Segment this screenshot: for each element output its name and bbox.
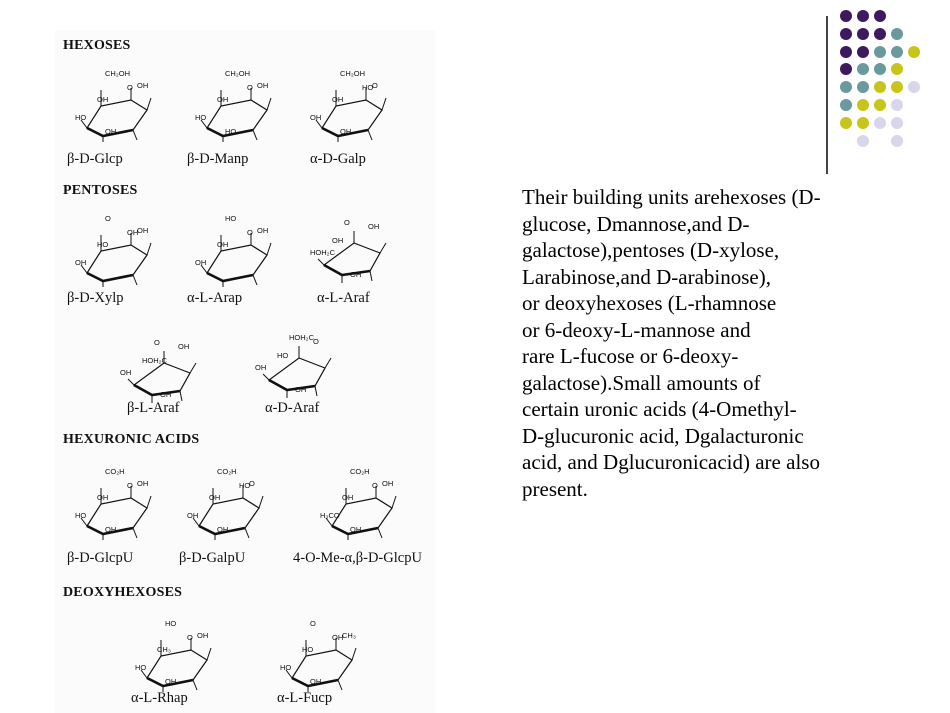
ring-front-edge xyxy=(269,380,315,390)
bond-line xyxy=(263,374,269,380)
atom-label: OH xyxy=(120,368,132,377)
ring-front-edge xyxy=(87,273,133,281)
molecule-structure xyxy=(195,70,279,142)
description-line: certain uronic acids (4-Omethyl- xyxy=(522,397,797,421)
atom-label: HOH₂C xyxy=(310,248,335,257)
atom-label: OH xyxy=(368,222,380,231)
molecule-caption: α-L-Rhap xyxy=(131,690,188,706)
bond-line xyxy=(267,98,271,110)
molecule-caption: α-L-Fucp xyxy=(277,690,333,706)
bond-line xyxy=(147,98,151,110)
vertical-divider xyxy=(826,16,828,174)
bond-line xyxy=(253,275,257,285)
bond-line xyxy=(380,243,386,253)
bond-line xyxy=(392,496,396,508)
ring-outline xyxy=(292,650,352,686)
molecule-caption: α-L-Arap xyxy=(187,290,243,306)
atom-label: CH₂OH xyxy=(340,69,365,78)
bond-line xyxy=(180,391,182,401)
atom-label: OH xyxy=(195,258,207,267)
atom-label: HO xyxy=(280,663,292,672)
ring-outline xyxy=(87,100,147,136)
decorative-dot xyxy=(840,81,852,93)
atom-label: OH xyxy=(332,95,344,104)
atom-label: O xyxy=(344,218,350,227)
decorative-dot xyxy=(891,135,903,147)
atom-label: OH xyxy=(217,525,229,534)
atom-label: OH xyxy=(310,113,322,122)
ring-front-edge xyxy=(324,265,370,275)
atom-label: OH xyxy=(217,95,229,104)
atom-label: CO₂H xyxy=(350,467,370,476)
atom-label: CH₃ xyxy=(157,645,171,654)
molecule-caption: α-L-Araf xyxy=(317,290,370,306)
bond-line xyxy=(253,130,257,140)
atom-label: O xyxy=(249,479,255,488)
ring-front-edge xyxy=(207,273,253,281)
molecule-caption: α-D-Galp xyxy=(310,151,366,167)
description-line: glucose, Dmannose,and D- xyxy=(522,211,750,236)
atom-label: OH xyxy=(342,493,354,502)
decorative-dot xyxy=(857,135,869,147)
description-line: D-glucuronic acid, Dgalacturonic xyxy=(522,423,804,448)
atom-label: OH xyxy=(257,226,269,235)
atom-label: OH xyxy=(217,240,229,249)
section-title-pentoses: PENTOSES xyxy=(63,183,138,198)
decorative-dot xyxy=(857,81,869,93)
decorative-dot xyxy=(891,81,903,93)
atom-label: OH xyxy=(97,95,109,104)
atom-label: OH xyxy=(382,479,394,488)
ring-outline xyxy=(147,650,207,686)
atom-label: O xyxy=(247,83,253,92)
bond-line xyxy=(133,275,137,285)
molecule-caption: β-D-GlcpU xyxy=(67,550,134,566)
molecule-structure xyxy=(75,215,159,287)
molecule-structure xyxy=(310,215,394,287)
decorative-dot xyxy=(840,28,852,40)
atom-label: O xyxy=(127,83,133,92)
molecule-caption: β-L-Araf xyxy=(127,400,180,416)
carbohydrate-structures-figure xyxy=(55,30,435,713)
atom-label: HO xyxy=(225,214,237,223)
atom-label: HO xyxy=(195,113,207,122)
atom-label: OH xyxy=(187,511,199,520)
atom-label: OH xyxy=(350,525,362,534)
atom-label: HOH₂C xyxy=(142,356,167,365)
decorative-dot xyxy=(908,46,920,58)
molecule-caption: β-D-Glcp xyxy=(67,151,123,167)
atom-label: HO xyxy=(75,511,87,520)
bond-line xyxy=(382,98,386,110)
atom-label: OH xyxy=(97,493,109,502)
description-line: rare L-fucose or 6-deoxy- xyxy=(522,344,739,368)
bond-line xyxy=(207,648,211,660)
atom-label: OH xyxy=(105,127,117,136)
bond-line xyxy=(315,386,317,396)
description-line: or 6-deoxy-L-mannose and xyxy=(522,317,751,342)
molecule-structure xyxy=(255,330,339,402)
atom-label: H₃CO xyxy=(320,511,340,520)
molecule-caption: β-D-Xylp xyxy=(67,290,124,306)
ring-outline xyxy=(87,245,147,281)
ring-outline xyxy=(332,498,392,534)
atom-label: HO xyxy=(362,83,374,92)
decorative-dot xyxy=(874,81,886,93)
atom-label: OH xyxy=(127,228,139,237)
section-title-hexuronic-acids: HEXURONIC ACIDS xyxy=(63,432,200,447)
atom-label: HO xyxy=(225,127,237,136)
atom-label: O xyxy=(187,633,193,642)
bond-line xyxy=(378,528,382,538)
bond-line xyxy=(370,271,372,281)
section-title-hexoses: HEXOSES xyxy=(63,38,131,53)
ring-outline xyxy=(207,245,267,281)
description-text xyxy=(522,184,922,502)
bond-line xyxy=(193,680,197,690)
atom-label: OH xyxy=(257,81,269,90)
decorative-dot xyxy=(840,99,852,111)
decorative-dot xyxy=(891,28,903,40)
atom-label: OH xyxy=(197,631,209,640)
atom-label: OH xyxy=(310,677,322,686)
atom-label: O xyxy=(154,338,160,347)
atom-label: HO xyxy=(97,240,109,249)
ring-outline xyxy=(207,100,267,136)
molecule-structure xyxy=(187,468,271,540)
section-title-deoxyhexoses: DEOXYHEXOSES xyxy=(63,585,183,600)
description-line: Their building units arehexoses (D- xyxy=(522,185,821,209)
atom-label: OH xyxy=(350,270,362,279)
bond-line xyxy=(133,130,137,140)
decorative-dot xyxy=(874,46,886,58)
atom-label: HO xyxy=(277,351,289,360)
molecule-caption: α-D-Araf xyxy=(265,400,320,416)
atom-label: OH xyxy=(137,479,149,488)
ring-front-edge xyxy=(134,385,180,395)
decorative-dot xyxy=(874,99,886,111)
atom-label: HO xyxy=(75,113,87,122)
atom-label: CH₃ xyxy=(342,631,356,640)
ring-outline xyxy=(199,498,259,534)
description-line: galactose).Small amounts of xyxy=(522,370,761,395)
decorative-dot xyxy=(857,10,869,22)
description-line: or deoxyhexoses (L-rhamnose xyxy=(522,291,777,315)
bond-line xyxy=(190,363,196,373)
atom-label: OH xyxy=(332,633,344,642)
atom-label: OH xyxy=(165,677,177,686)
atom-label: CH₂OH xyxy=(105,69,130,78)
bond-line xyxy=(147,496,151,508)
bond-line xyxy=(368,130,372,140)
atom-label: OH xyxy=(255,363,267,372)
decorative-dot xyxy=(857,28,869,40)
decorative-dot xyxy=(840,10,852,22)
atom-label: OH xyxy=(137,226,149,235)
decorative-dot xyxy=(891,117,903,129)
atom-label: OH xyxy=(340,127,352,136)
decorative-dot xyxy=(874,10,886,22)
bond-line xyxy=(245,528,249,538)
decorative-dot xyxy=(891,63,903,75)
molecule-structure xyxy=(135,620,219,692)
atom-label: OH xyxy=(137,81,149,90)
decorative-dot xyxy=(840,63,852,75)
molecule-caption: β-D-GalpU xyxy=(179,550,246,566)
atom-label: OH xyxy=(75,258,87,267)
molecule-structure xyxy=(320,468,404,540)
decorative-dot xyxy=(840,117,852,129)
atom-label: HO xyxy=(302,645,314,654)
decorative-dot xyxy=(891,46,903,58)
ring-outline xyxy=(322,100,382,136)
bond-line xyxy=(318,259,324,265)
bond-line xyxy=(325,358,331,368)
decorative-dot xyxy=(874,117,886,129)
bond-line xyxy=(352,648,356,660)
atom-label: OH xyxy=(295,385,307,394)
molecule-structure xyxy=(75,468,159,540)
atom-label: O xyxy=(127,481,133,490)
bond-line xyxy=(133,528,137,538)
atom-label: OH xyxy=(178,342,190,351)
decorative-dot xyxy=(857,117,869,129)
description-line: Larabinose,and D-arabinose), xyxy=(522,264,771,289)
ring-drawing xyxy=(310,70,394,142)
decorative-dot xyxy=(874,28,886,40)
atom-label: OH xyxy=(105,525,117,534)
decorative-dot xyxy=(857,63,869,75)
bond-line xyxy=(147,243,151,255)
ring-drawing xyxy=(187,468,271,540)
atom-label: OH xyxy=(209,493,221,502)
decorative-dot-grid xyxy=(840,10,940,160)
atom-label: O xyxy=(372,481,378,490)
atom-label: HO xyxy=(135,663,147,672)
bond-line xyxy=(259,496,263,508)
bond-line xyxy=(267,243,271,255)
atom-label: HOH₂C xyxy=(289,333,314,342)
atom-label: CO₂H xyxy=(105,467,125,476)
decorative-dot xyxy=(857,46,869,58)
description-line: acid, and Dglucuronicacid) are also xyxy=(522,450,820,474)
atom-label: O xyxy=(247,228,253,237)
molecule-caption: 4-O-Me-α,β-D-GlcpU xyxy=(293,550,422,566)
atom-label: OH xyxy=(332,236,344,245)
atom-label: O xyxy=(313,337,319,346)
atom-label: HO xyxy=(165,619,177,628)
decorative-dot xyxy=(874,63,886,75)
bond-line xyxy=(338,680,342,690)
atom-label: OH xyxy=(160,390,172,399)
atom-label: O xyxy=(372,81,378,90)
molecule-structure xyxy=(280,620,364,692)
molecule-structure xyxy=(195,215,279,287)
molecule-structure xyxy=(120,335,204,407)
molecule-caption: β-D-Manp xyxy=(187,151,249,167)
atom-label: CH₂OH xyxy=(225,69,250,78)
atom-label: HO xyxy=(239,481,251,490)
decorative-dot xyxy=(908,81,920,93)
decorative-dot xyxy=(857,99,869,111)
description-line: present. xyxy=(522,476,588,501)
atom-label: O xyxy=(310,619,316,628)
molecule-structure xyxy=(75,70,159,142)
atom-label: O xyxy=(105,214,111,223)
molecule-structure xyxy=(310,70,394,142)
decorative-dot xyxy=(891,99,903,111)
description-line: galactose),pentoses (D-xylose, xyxy=(522,238,780,262)
ring-outline xyxy=(87,498,147,534)
bond-line xyxy=(128,379,134,385)
decorative-dot xyxy=(840,46,852,58)
atom-label: CO₂H xyxy=(217,467,237,476)
